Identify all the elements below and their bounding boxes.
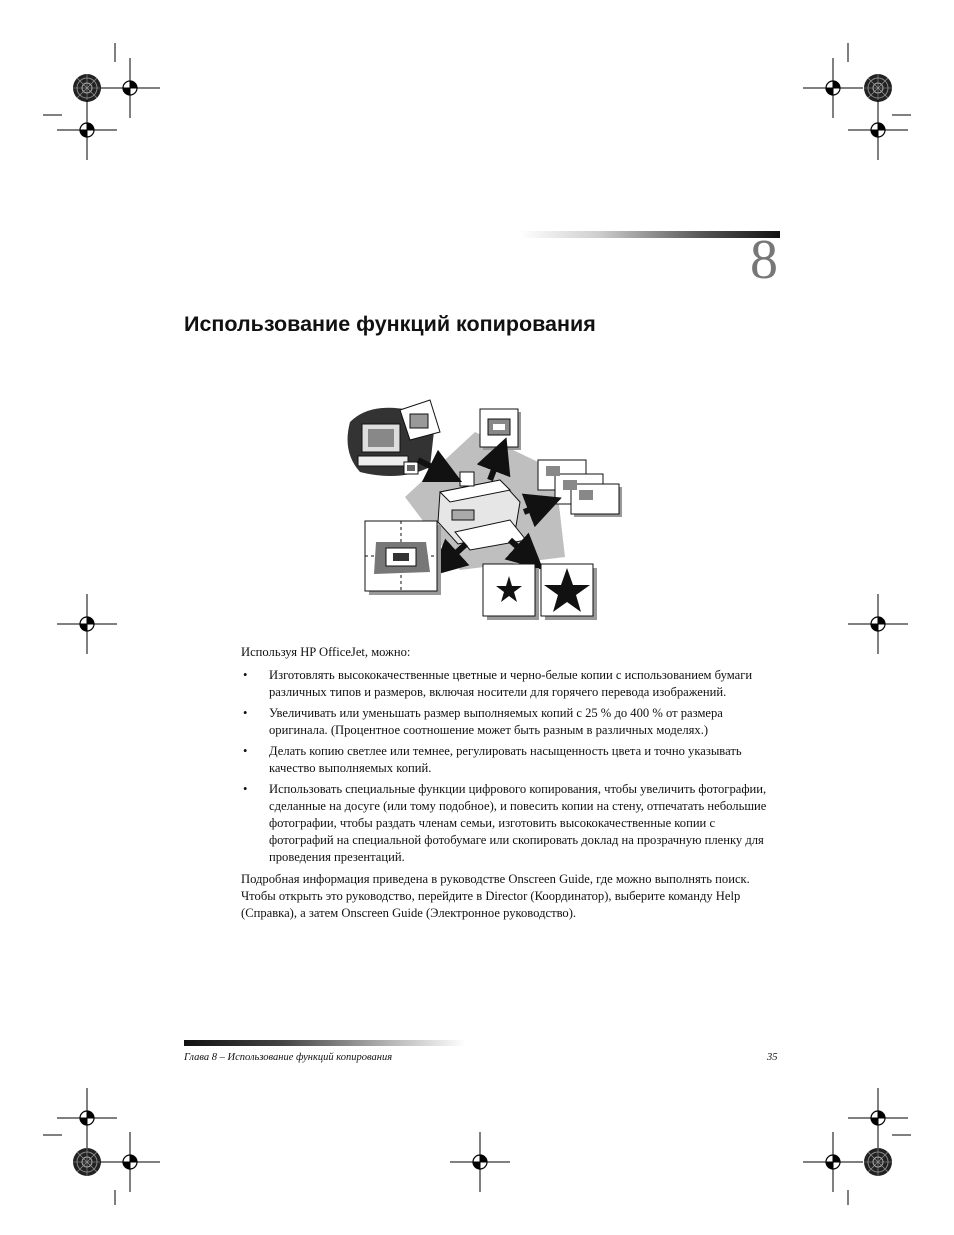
intro-text: Используя HP OfficeJet, можно:	[241, 645, 411, 659]
copy-page-icon	[480, 409, 521, 450]
list-item	[241, 743, 781, 777]
bullet-icon: •	[243, 706, 248, 720]
chapter-number: 8	[750, 229, 778, 291]
list-item-text: Изготовлять высококачественные цветные и черно-белые копии с использованием бумаги различных типов и размеров, включая носители для горячего перевода изображений.	[269, 668, 753, 699]
star-small-icon	[483, 564, 539, 620]
bullet-icon: •	[243, 668, 248, 682]
list-item-text: Делать копию светлее или темнее, регулировать насыщенность цвета и точно указывать качество выполняемых копий.	[269, 744, 742, 775]
feature-list	[241, 667, 781, 866]
bullet-icon: •	[243, 744, 248, 758]
running-title: Глава 8 – Использование функций копирования	[184, 1052, 393, 1063]
list-item	[241, 667, 781, 701]
footer-rule	[184, 1040, 466, 1046]
bullet-icon: •	[243, 782, 248, 796]
body-text	[241, 644, 781, 922]
copy-functions-illustration	[340, 392, 630, 624]
more-info-text: Подробная информация приведена в руководстве Onscreen Guide, где можно выполнять поиск. Чтобы открыть это руководство, перейдите в Director (Координатор), выберите команду Help (Справка), а затем Onscreen Guide (Электронное руководство).	[241, 872, 750, 920]
list-item-text: Использовать специальные функции цифрового копирования, чтобы увеличить фотографии, сделанные на досуге (или тому подобное), и повесить копии на стену, отпечатать небольшие фотографии, чтобы раздать членам семьи, изготовить высококачественные копии с фотографий на специальной фотобумаге или скопировать доклад на прозрачную пленку для проведения презентаций.	[269, 782, 767, 864]
page-number: 35	[767, 1052, 778, 1063]
poster-icon	[365, 521, 441, 595]
list-item	[241, 705, 781, 739]
list-item	[241, 781, 781, 866]
star-large-icon	[541, 564, 597, 620]
chapter-title: Использование функций копирования	[184, 312, 596, 336]
chapter-header-rule	[520, 231, 780, 238]
list-item-text: Увеличивать или уменьшать размер выполняемых копий с 25 % до 400 % от размера оригинала. (Процентное соотношение может быть разным в различных моделях.)	[269, 706, 723, 737]
